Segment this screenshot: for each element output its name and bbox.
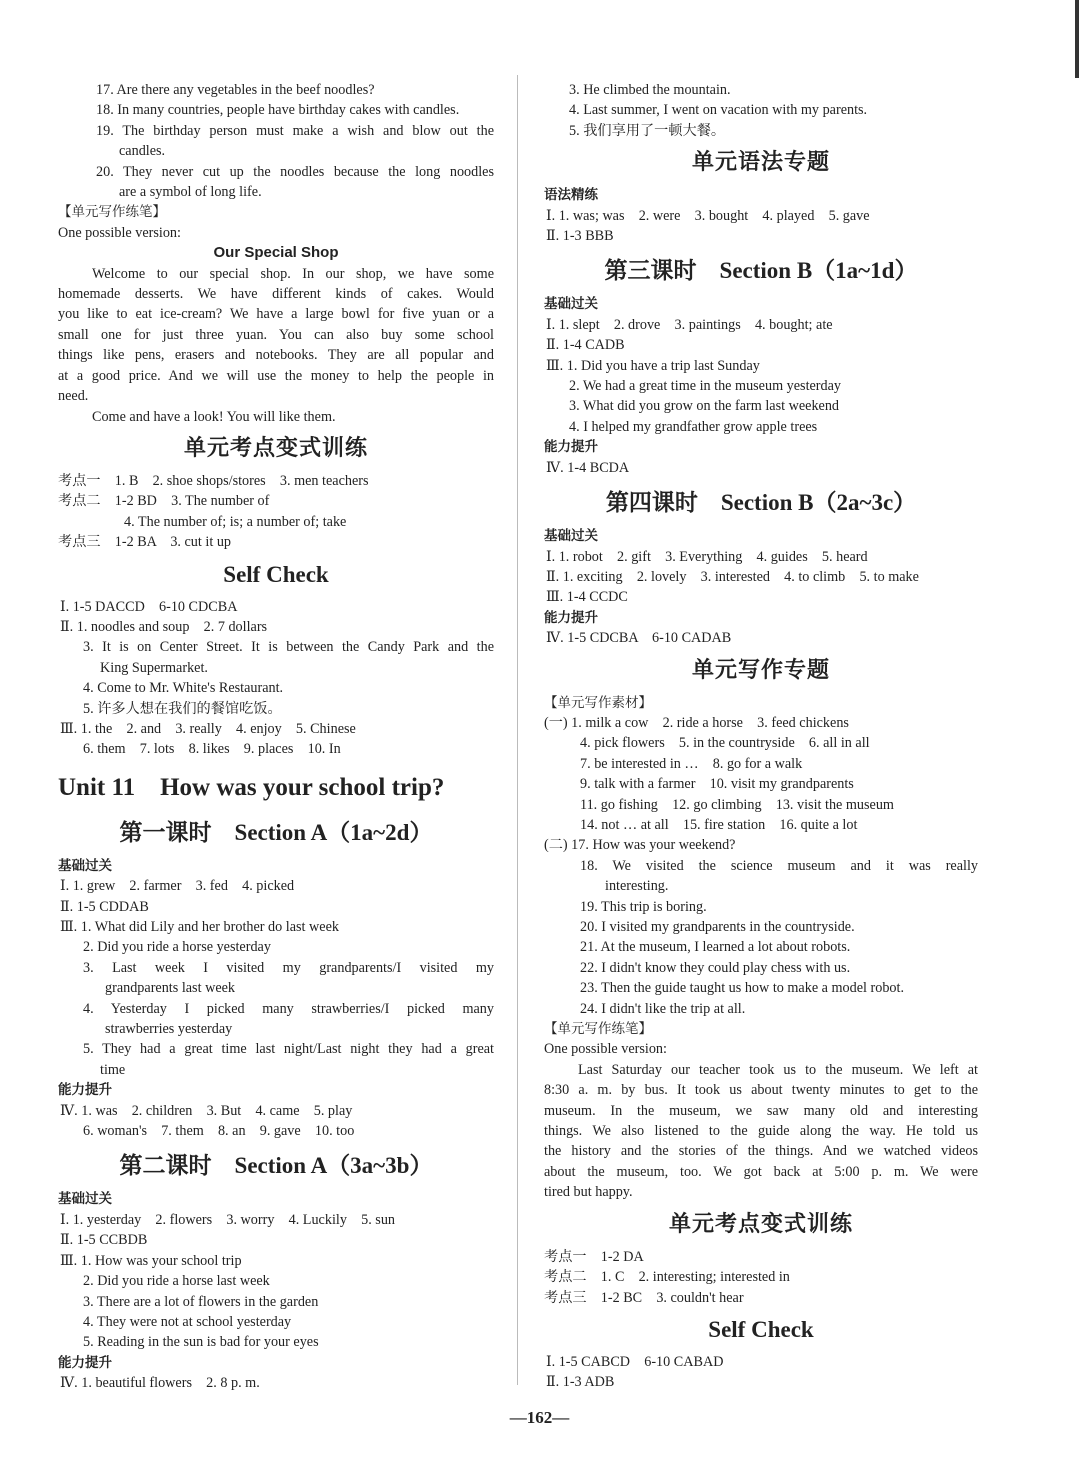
text-line: Ⅲ. 1-4 CCDC	[546, 589, 628, 606]
text-line: Ⅲ. 1. the 2. and 3. really 4. enjoy 5. Chinese	[60, 720, 356, 737]
page-edge-mark	[1075, 0, 1079, 78]
text-line: Ⅳ. 1. beautiful flowers 2. 8 p. m.	[60, 1375, 260, 1392]
text-line: Ⅰ. 1. yesterday 2. flowers 3. worry 4. Luckily 5. sun	[60, 1211, 396, 1228]
text-line: 3. What did you grow on the farm last weekend	[569, 398, 840, 415]
text-line: 考点三 1-2 BA 3. cut it up	[58, 534, 232, 551]
text-line: Ⅱ. 1-3 BBB	[546, 228, 614, 245]
subsection-label: 基础过关	[544, 296, 598, 313]
text-line: 3. Last week I visited my grandparents/I visited my	[83, 959, 494, 976]
lesson-heading: 第一课时 Section A（1a~2d）	[119, 819, 433, 845]
text-line: 2. Did you ride a horse yesterday	[83, 939, 271, 956]
text-line: One possible version:	[58, 224, 181, 241]
subsection-label: 语法精练	[544, 187, 598, 204]
text-line: 4. pick flowers 5. in the countryside 6. all in all	[580, 735, 870, 752]
text-line: Ⅱ. 1. noodles and soup 2. 7 dollars	[60, 618, 268, 635]
text-line: Ⅰ. 1. was; was 2. were 3. bought 4. played 5. gave	[546, 207, 870, 224]
right-column	[544, 80, 978, 1393]
text-line: Ⅱ. 1-4 CADB	[546, 337, 625, 354]
text-line: 5. They had a great time last night/Last night they had a great	[83, 1041, 494, 1058]
text-line: 22. I didn't know they could play chess with us.	[580, 959, 851, 976]
text-line: 17. Are there any vegetables in the beef noodles?	[96, 82, 375, 98]
text-line: 考点三 1-2 BC 3. couldn't hear	[544, 1289, 744, 1306]
text-line: strawberries yesterday	[105, 1021, 233, 1038]
text-line: Welcome to our special shop. In our shop, we have some	[92, 265, 494, 282]
text-line: 18. We visited the science museum and it was really	[580, 857, 978, 874]
section-heading: 单元考点变式训练	[183, 435, 368, 461]
text-line: small one for just three yuan. You can also buy some school	[58, 326, 494, 343]
text-line: 考点二 1-2 BD 3. The number of	[58, 493, 270, 510]
unit-title: Unit 11 How was your school trip?	[58, 773, 445, 801]
section-heading: 单元考点变式训练	[668, 1211, 853, 1237]
text-line: 3. It is on Center Street. It is between the Candy Park and the	[83, 639, 494, 656]
text-line: 4. The number of; is; a number of; take	[124, 513, 347, 530]
text-line: 21. At the museum, I learned a lot about robots.	[580, 939, 851, 956]
text-line: 23. Then the guide taught us how to make a model robot.	[580, 980, 905, 997]
text-line: Ⅱ. 1-3 ADB	[546, 1374, 615, 1391]
text-line: 19. The birthday person must make a wish and blow out the	[96, 122, 494, 139]
text-line: 考点二 1. C 2. interesting; interested in	[544, 1269, 790, 1286]
block-tag: 【单元写作练笔】	[544, 1021, 652, 1038]
text-line: 4. I helped my grandfather grow apple trees	[569, 418, 818, 435]
block-tag: 【单元写作素材】	[544, 694, 652, 711]
text-line: (一) 1. milk a cow 2. ride a horse 3. feed chickens	[544, 714, 849, 731]
text-line: 8:30 a. m. by bus. It took us about twenty minutes to get to the	[544, 1082, 978, 1099]
text-line: homemade desserts. We have different kinds of cakes. Would	[58, 286, 494, 303]
text-line: 5. 许多人想在我们的餐馆吃饭。	[83, 700, 282, 717]
text-line: Ⅳ. 1-4 BCDA	[546, 459, 630, 476]
subsection-label: 基础过关	[58, 1191, 112, 1208]
text-line: about the museum, too. We got back at 5:00 p. m. We were	[544, 1163, 978, 1180]
text-line: Come and have a look! You will like them.	[92, 408, 336, 425]
text-line: 3. He climbed the mountain.	[569, 82, 731, 98]
text-line: One possible version:	[544, 1041, 667, 1058]
text-line: 6. them 7. lots 8. likes 9. places 10. In	[83, 741, 341, 758]
text-line: 7. be interested in … 8. go for a walk	[580, 755, 803, 772]
text-line: 14. not … at all 15. fire station 16. quite a lot	[580, 816, 858, 833]
column-divider	[517, 75, 518, 1385]
section-heading: 单元语法专题	[691, 150, 830, 176]
lesson-heading: 第二课时 Section A（3a~3b）	[119, 1153, 433, 1179]
text-line: need.	[58, 388, 89, 405]
page-number: — 162 —	[0, 1408, 1079, 1428]
section-heading: Self Check	[708, 1316, 814, 1342]
text-line: 20. They never cut up the noodles because the long noodles	[96, 163, 494, 180]
text-line: at a good price. And we will use the money to help the people in	[58, 367, 494, 384]
text-line: are a symbol of long life.	[119, 184, 262, 201]
text-line: time	[100, 1061, 126, 1078]
text-line: Ⅱ. 1-5 CDDAB	[60, 898, 149, 915]
text-line: you like to eat ice-cream? We have a large bowl for five yuan or a	[58, 306, 494, 323]
subsection-label: 能力提升	[58, 1082, 112, 1099]
text-line: 2. We had a great time in the museum yesterday	[569, 378, 842, 395]
text-line: museum. In the museum, we saw many old and interesting	[544, 1102, 978, 1119]
lesson-heading: 第三课时 Section B（1a~1d）	[604, 258, 918, 284]
lesson-heading: 第四课时 Section B（2a~3c）	[605, 490, 917, 516]
text-line: Ⅲ. 1. How was your school trip	[60, 1252, 242, 1269]
text-line: 4. Yesterday I picked many strawberries/I picked many	[83, 1000, 494, 1017]
text-line: 19. This trip is boring.	[580, 898, 707, 915]
text-line: Last Saturday our teacher took us to the museum. We left at	[578, 1061, 978, 1078]
text-line: 24. I didn't like the trip at all.	[580, 1000, 746, 1017]
text-line: 11. go fishing 12. go climbing 13. visit the museum	[580, 796, 894, 813]
text-line: the history and the stories of the things. And we watched videos	[544, 1143, 978, 1160]
text-line: things. We also listened to the guide along the way. He told us	[544, 1123, 978, 1140]
section-heading: Self Check	[223, 561, 329, 587]
text-line: 3. There are a lot of flowers in the garden	[83, 1293, 319, 1310]
subsection-label: 能力提升	[544, 439, 598, 456]
text-line: 18. In many countries, people have birthday cakes with candles.	[96, 102, 460, 119]
text-line: Ⅰ. 1. grew 2. farmer 3. fed 4. picked	[60, 878, 295, 895]
text-line: Ⅰ. 1. slept 2. drove 3. paintings 4. bought; ate	[546, 316, 833, 333]
essay-title: Our Special Shop	[213, 244, 339, 262]
subsection-label: 能力提升	[58, 1354, 112, 1371]
text-line: Ⅱ. 1-5 CCBDB	[60, 1232, 148, 1249]
text-line: interesting.	[605, 878, 669, 895]
text-line: Ⅰ. 1-5 DACCD 6-10 CDCBA	[60, 598, 238, 615]
text-line: 5. Reading in the sun is bad for your eyes	[83, 1334, 319, 1351]
section-heading: 单元写作专题	[691, 657, 830, 683]
text-line: Ⅳ. 1. was 2. children 3. But 4. came 5. play	[60, 1102, 353, 1119]
text-line: 考点一 1. B 2. shoe shops/stores 3. men teachers	[58, 472, 369, 489]
text-line: Ⅳ. 1-5 CDCBA 6-10 CADAB	[546, 630, 732, 647]
text-line: 9. talk with a farmer 10. visit my grandparents	[580, 776, 854, 793]
subsection-label: 能力提升	[544, 609, 598, 626]
block-tag: 【单元写作练笔】	[58, 204, 166, 221]
text-line: 考点一 1-2 DA	[544, 1248, 644, 1265]
text-line: tired but happy.	[544, 1184, 633, 1201]
text-line: King Supermarket.	[100, 659, 208, 676]
text-line: candles.	[119, 143, 166, 160]
text-line: Ⅰ. 1-5 CABCD 6-10 CABAD	[546, 1353, 724, 1370]
text-line: grandparents last week	[105, 980, 236, 997]
text-line: Ⅰ. 1. robot 2. gift 3. Everything 4. guides 5. heard	[546, 548, 868, 565]
subsection-label: 基础过关	[58, 857, 112, 874]
text-line: (二) 17. How was your weekend?	[544, 837, 736, 854]
left-column	[58, 80, 494, 1394]
text-line: 2. Did you ride a horse last week	[83, 1273, 270, 1290]
text-line: things like pens, erasers and notebooks. They are all popular and	[58, 347, 494, 364]
text-line: 5. 我们享用了一顿大餐。	[569, 122, 726, 139]
text-line: Ⅱ. 1. exciting 2. lovely 3. interested 4. to climb 5. to make	[546, 568, 919, 585]
text-line: 6. woman's 7. them 8. an 9. gave 10. too	[83, 1123, 355, 1140]
text-line: 20. I visited my grandparents in the countryside.	[580, 919, 855, 935]
text-line: 4. Come to Mr. White's Restaurant.	[83, 680, 284, 697]
text-line: 4. Last summer, I went on vacation with my parents.	[569, 102, 868, 119]
text-line: Ⅲ. 1. Did you have a trip last Sunday	[546, 357, 760, 374]
text-line: 4. They were not at school yesterday	[83, 1313, 292, 1330]
text-line: Ⅲ. 1. What did Lily and her brother do last week	[60, 919, 339, 935]
subsection-label: 基础过关	[544, 528, 598, 545]
